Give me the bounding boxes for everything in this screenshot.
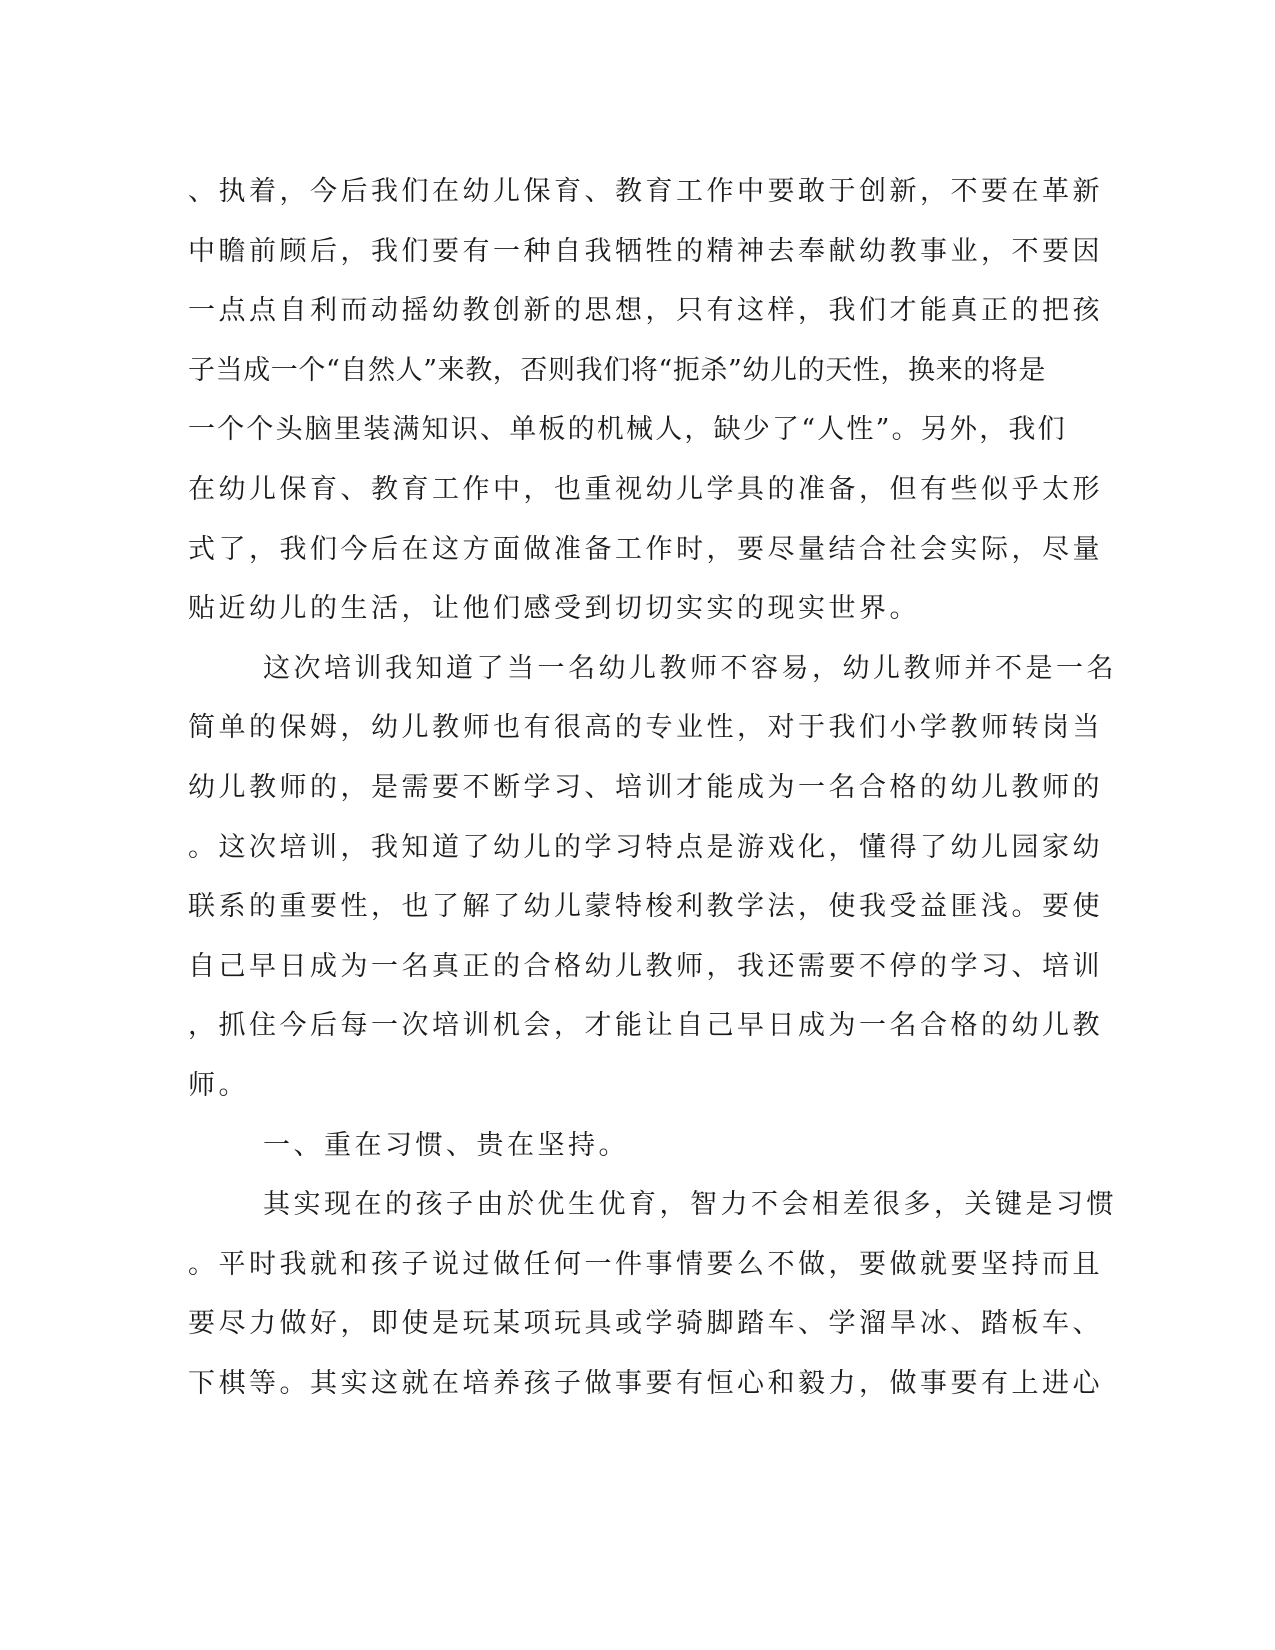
text-line: 要尽力做好，即使是玩某项玩具或学骑脚踏车、学溜旱冰、踏板车、 xyxy=(188,1308,1103,1340)
paragraph-first-line: 其实现在的孩子由於优生优育，智力不会相差很多，关键是习惯 xyxy=(263,1189,1117,1221)
text-line: 幼儿教师的，是需要不断学习、培训才能成为一名合格的幼儿教师的 xyxy=(188,771,1103,803)
text-line: 贴近幼儿的生活，让他们感受到切切实实的现实世界。 xyxy=(188,593,920,625)
text-line: 。这次培训，我知道了幼儿的学习特点是游戏化，懂得了幼儿园家幼 xyxy=(188,831,1103,863)
text-line: 一个个头脑里装满知识、单板的机械人，缺少了“人性”。另外，我们 xyxy=(188,414,1067,446)
section-heading: 一、重在习惯、贵在坚持。 xyxy=(263,1129,629,1161)
text-line: 。平时我就和孩子说过做任何一件事情要么不做，要做就要坚持而且 xyxy=(188,1248,1103,1280)
text-line: 在幼儿保育、教育工作中，也重视幼儿学具的准备，但有些似乎太形 xyxy=(188,473,1103,505)
text-line: 一点点自利而动摇幼教创新的思想，只有这样，我们才能真正的把孩 xyxy=(188,295,1103,327)
text-line: ，抓住今后每一次培训机会，才能让自己早日成为一名合格的幼儿教 xyxy=(188,1010,1103,1042)
text-line: 师。 xyxy=(188,1069,249,1101)
text-line: 子当成一个“自然人”来教，否则我们将“扼杀”幼儿的天性，换来的将是 xyxy=(188,354,1047,386)
text-line: 联系的重要性，也了解了幼儿蒙特梭利教学法，使我受益匪浅。要使 xyxy=(188,891,1103,923)
text-line: 、执着，今后我们在幼儿保育、教育工作中要敢于创新，不要在革新 xyxy=(188,176,1103,207)
text-line: 式了，我们今后在这方面做准备工作时，要尽量结合社会实际，尽量 xyxy=(188,533,1103,565)
text-line: 自己早日成为一名真正的合格幼儿教师，我还需要不停的学习、培训 xyxy=(188,950,1103,982)
text-line: 中瞻前顾后，我们要有一种自我牺牲的精神去奉献幼教事业，不要因 xyxy=(188,235,1103,267)
text-line: 简单的保姆，幼儿教师也有很高的专业性，对于我们小学教师转岗当 xyxy=(188,712,1103,744)
document-body xyxy=(188,162,1117,1413)
paragraph-first-line: 这次培训我知道了当一名幼儿教师不容易，幼儿教师并不是一名 xyxy=(263,652,1117,684)
text-line: 下棋等。其实这就在培养孩子做事要有恒心和毅力，做事要有上进心 xyxy=(188,1367,1103,1399)
